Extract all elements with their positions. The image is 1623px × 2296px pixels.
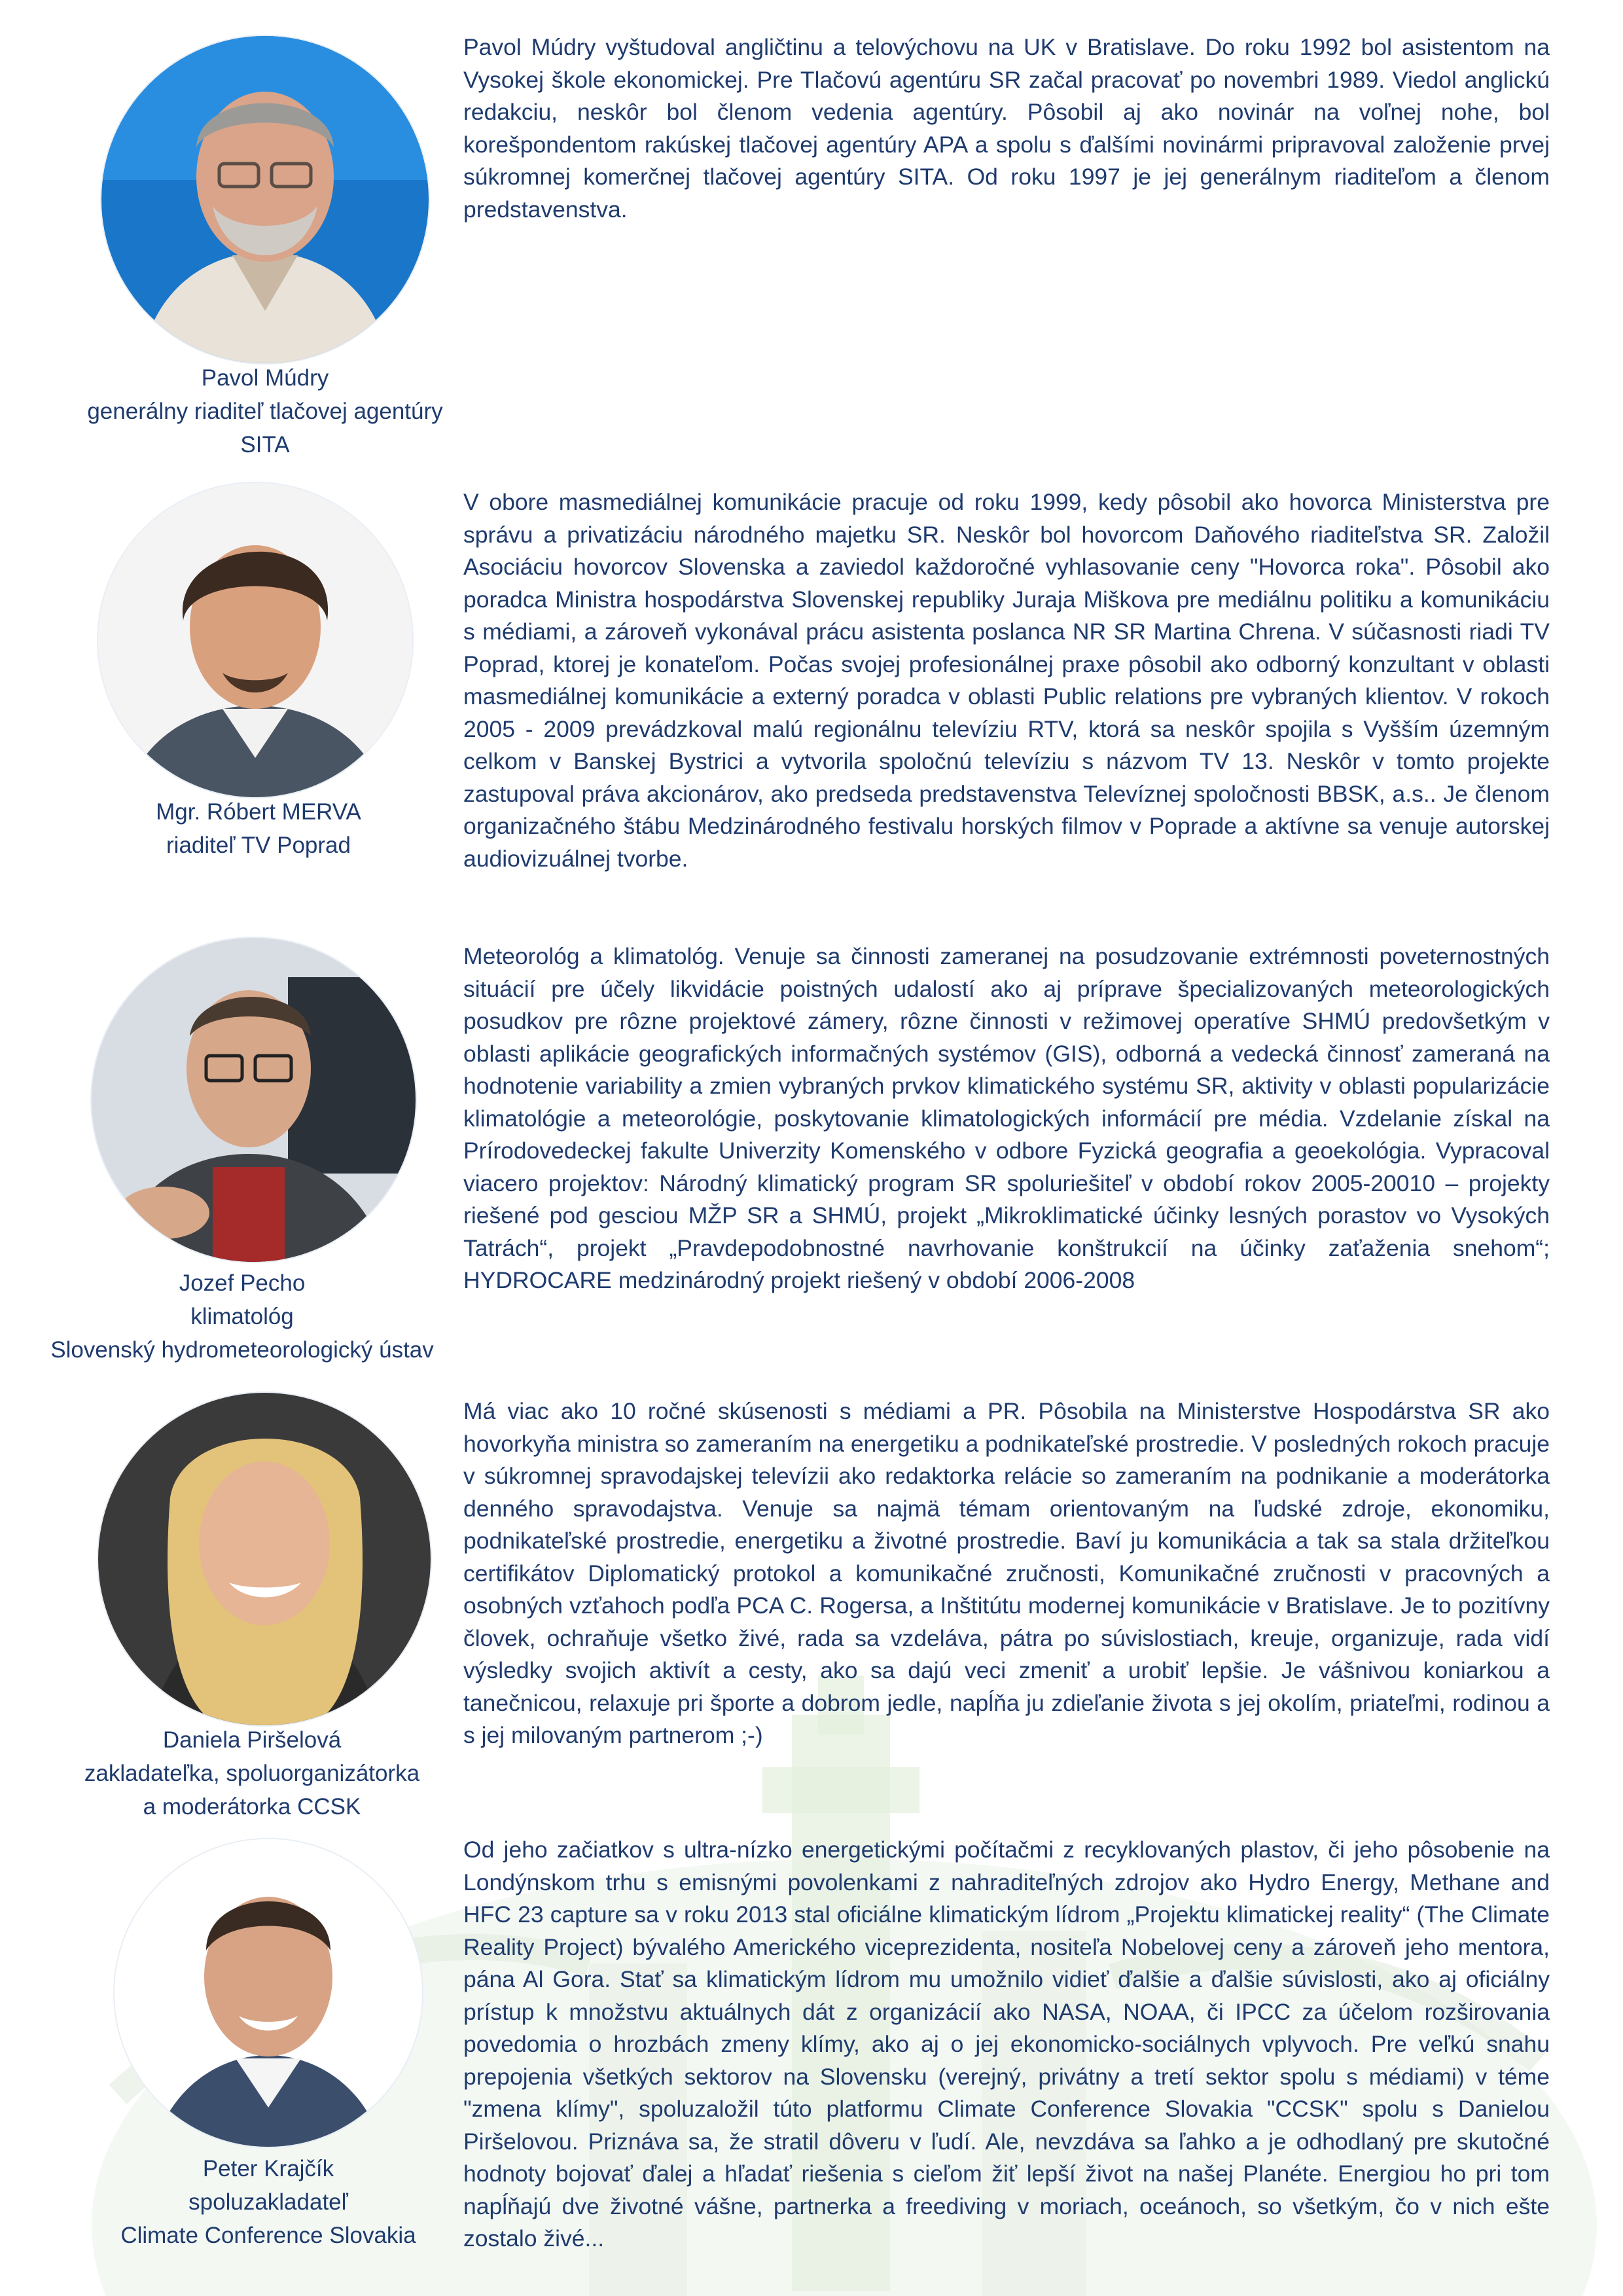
person-organization: SITA [240, 432, 290, 457]
portrait-photo [115, 1839, 422, 2147]
person-name: Pavol Múdry [201, 365, 329, 391]
person-caption [39, 1723, 465, 1823]
bio-text: V obore masmediálnej komunikácie pracuje od roku 1999, kedy pôsobil ako hovorca Ministerstva pre správu a privatizáciu národného majetku SR. Neskôr bol hovorcom Daňového riaditeľstva SR. Založil Asociáciu hovorcov Slovenska a zaviedol každoročné vyhlasovanie ceny "Hovorca roka". Pôsobil ako poradca Ministra hospodárstva Slovenskej republiky Juraja Miškova pre mediálnu politiku a komunikáciu s médiami, a zároveň vykonával prácu asistenta poslanca NR SR Martina Chrena. V súčasnosti riadi TV Poprad, ktorej je konateľom. Počas svojej profesionálnej praxe pôsobil ako odborný konzultant v oblasti masmediálnej komunikácie a externý poradca v oblasti Public relations pre vybraných klientov. V rokoch 2005 - 2009 prevádzkoval malú regionálnu televíziu RTV, ktorá sa neskôr spojila s Vyšším územným celkom v Banskej Bystrici a vytvorila spoločnú televíziu s názvom TV 13. Neskôr v tomto projekte zastupoval práva akcionárov, ako predseda predstavenstva Televíznej spoločnosti BBSK, a.s.. Je členom organizačného štábu Medzinárodného festivalu horských filmov v Poprade a aktívne sa venuje autorskej audiovizuálnej tvorbe. [463, 489, 1550, 872]
person-title: spoluzakladateľ [188, 2189, 348, 2215]
bio-text: Má viac ako 10 ročné skúsenosti s médiami a PR. Pôsobila na Ministerstve Hospodárstva SR ako hovorkyňa ministra so zameraním na energetiku a podnikateľské prostredie. V posledných rokoch pracuje v súkromnej spravodajskej televízii ako redaktorka relácie so zameraním na podnikanie a moderátorka denného spravodajstva. Venuje sa najmä témam orientovaným na ľudské zdroje, ekonomiku, podnikateľské prostredie, energetiku a životné prostredie. Baví ju komunikácia a tak sa stala držiteľkou certifikátov Diplomatický protokol a komunikačné zručnosti, Komunikačné zručnosti v pracovných a osobných vzťahoch podľa PCA C. Rogersa, a Inštitútu modernej komunikácie v Bratislave. Je to pozitívny človek, ochraňuje všetko živé, rada sa vzdeláva, pátra po súvislostiach, kreuje, organizuje, rada vidí výsledky svojich aktivít a cesty, ako sa dajú veci zmeniť a urobiť lepšie. Je vášnivou koniarkou a tanečnicou, relaxuje pri športe a dobrom jedle, napĺňa ju zdieľanie života s jej okolím, priateľmi, rodinou a s jej milovaným partnerom ;-) [463, 1398, 1550, 1748]
person-name: Jozef Pecho [179, 1270, 306, 1296]
portrait-photo [92, 938, 416, 1262]
person-organization: Slovenský hydrometeorologický ústav [50, 1337, 434, 1363]
bio-text: Pavol Múdry vyštudoval angličtinu a telovýchovu na UK v Bratislave. Do roku 1992 bol asistentom na Vysokej škole ekonomickej. Pre Tlačovú agentúru SR začal pracovať po novembri 1989. Viedol anglickú redakciu, neskôr bol členom vedenia agentúry. Pôsobil aj ako novinár na voľnej nohe, bol korešpondentom rakúskej tlačovej agentúry APA a spolu s ďalšími novinármi pripravoval založenie prvej súkromnej komerčnej tlačovej agentúry SITA. Od roku 1997 je jej generálnym riaditeľom a členom predstavenstva. [463, 34, 1550, 223]
portrait-photo [98, 483, 412, 797]
person-name: Peter Krajčík [202, 2156, 334, 2181]
portrait-photo [98, 1393, 431, 1725]
person-title: riaditeľ TV Poprad [166, 833, 351, 858]
person-title: klimatológ [190, 1304, 294, 1329]
person-caption [39, 361, 491, 461]
portrait-photo [101, 36, 429, 363]
person-caption [59, 2152, 478, 2252]
bio-text: Od jeho začiatkov s ultra-nízko energetickými počítačmi z recyklovaných plastov, či jeho pôsobenie na Londýnskom trhu s emisnými povolenkami z nahraditeľných zdrojov ako Hydro Energy, Methane and HFC 23 capture sa v roku 2013 stal oficiálne klimatickým lídrom „Projektu klimatickej reality“ (The Climate Reality Project) bývalého Amerického viceprezidenta, nositeľa Nobelovej ceny a zároveň jeho mentora, pána Al Gora. Stať sa klimatickým lídrom mu umožnilo vidieť ďalšie a ďalšie súvislosti, ako aj oficiálny prístup k množstvu aktuálnych dát z organizácií ako NASA, NOAA, či IPCC za účelom rozširovania povedomia o hrozbách zmeny klímy, ako aj o jej ekonomicko-sociálnych vplyvoch. Pre veľkú snahu prepojenia všetkých sektorov na Slovensku (verejný, privátny a tretí sektor spolu s médiami) v téme "zmena klímy", spoluzaložil túto platformu Climate Conference Slovakia "CCSK" spolu s Danielou Piršelovou. Priznáva sa, že stratil dôveru v ľudí. Ale, nevzdáva sa ľahko a je odhodlaný pre skutočné hodnoty bojovať ďalej a hľadať riešenia s cieľom žiť lepší život na našej Planéte. Energiou ho pri tom napĺňajú dve životné vášne, partnerka a freediving v moriach, oceánoch, so všetkým, čo v nich ešte zostalo živé... [463, 1837, 1550, 2251]
person-name: Mgr. Róbert MERVA [156, 799, 361, 825]
person-title: generálny riaditeľ tlačovej agentúry [87, 399, 443, 424]
person-caption [39, 795, 478, 862]
person-organization: a moderátorka CCSK [143, 1794, 361, 1820]
person-organization: Climate Conference Slovakia [120, 2223, 416, 2248]
bio-text: Meteorológ a klimatológ. Venuje sa činnosti zameranej na posudzovanie extrémnosti poveternostných situácií pre účely likvidácie poistných udalostí ako aj príprave špecializovaných meteorologických posudkov pre rôzne projektové zámery, rôzne činnosti v režimovej operatíve SHMÚ predovšetkým v oblasti aplikácie geografických informačných systémov (GIS), odborná a vedecká činnosť zameraná na hodnotenie variability a zmien vybraných prvkov klimatického systému SR, aktivity v oblasti popularizácie klimatológie a meteorológie, poskytovanie klimatologických informácií pre média. Vzdelanie získal na Prírodovedeckej fakulte Univerzity Komenského v odbore Fyzická geografia a geoekológia. Vypracoval viacero projektov: Národný klimatický program SR spoluriešiteľ v období rokov 2005-20010 – projekty riešené pod gesciou MŽP SR a SHMÚ, projekt „Mikroklimatické účinky lesných porastov vo Vysokých Tatrách“, projekt „Pravdepodobnostné navrhovanie konštrukcií na účinky zaťaženia snehom“; HYDROCARE medzinárodný projekt riešený v období 2006-2008 [463, 943, 1550, 1293]
person-title: zakladateľka, spoluorganizátorka [84, 1761, 420, 1786]
person-name: Daniela Piršelová [162, 1727, 342, 1753]
person-caption [20, 1266, 465, 1367]
